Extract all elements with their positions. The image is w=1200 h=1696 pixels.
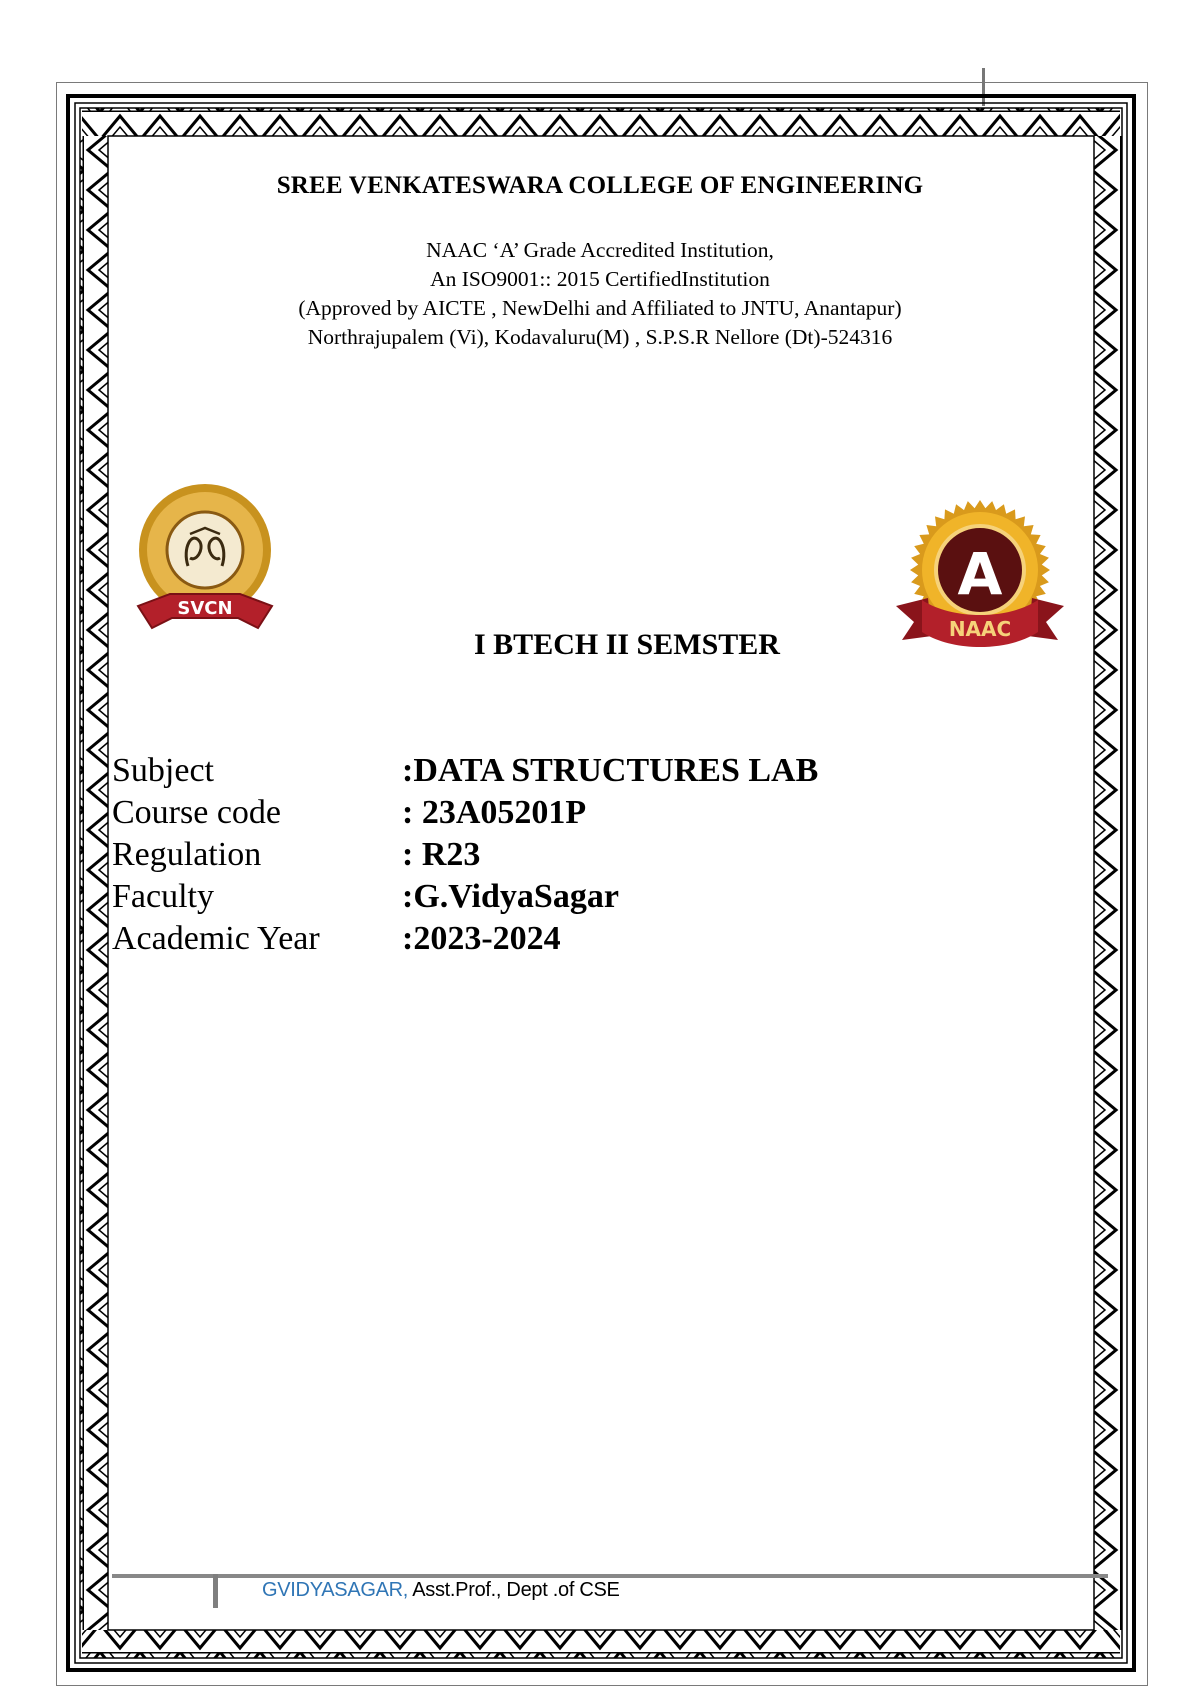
- footer-bar: [213, 1574, 218, 1608]
- regulation-value: : R23: [402, 836, 481, 873]
- faculty-label: Faculty: [112, 878, 214, 915]
- subject-label: Subject: [112, 752, 214, 789]
- faculty-value: :G.VidyaSagar: [402, 878, 619, 915]
- academic-year-row: [112, 918, 818, 960]
- college-name: SREE VENKATESWARA COLLEGE OF ENGINEERING: [276, 172, 924, 199]
- footer-author: GVIDYASAGAR,: [262, 1579, 409, 1601]
- footer-text: [262, 1579, 620, 1602]
- accreditation-line: NAAC ‘A’ Grade Accredited Institution,: [426, 238, 774, 262]
- college-emblem-icon: [130, 478, 280, 648]
- subject-row: [112, 750, 818, 792]
- course-code-label: Course code: [112, 794, 282, 831]
- footer-divider: [112, 1574, 1108, 1578]
- footer-designation: Asst.Prof., Dept .of CSE: [408, 1579, 620, 1601]
- approval-line: (Approved by AICTE , NewDelhi and Affiliated to JNTU, Anantapur): [298, 296, 902, 320]
- address-line: Northrajupalem (Vi), Kodavaluru(M) , S.P.S.R Nellore (Dt)-524316: [307, 325, 893, 349]
- regulation-row: [112, 834, 818, 876]
- semester-title: I BTECH II SEMSTER: [474, 628, 780, 661]
- certification-line: An ISO9001:: 2015 CertifiedInstitution: [430, 267, 770, 291]
- course-code-value: : 23A05201P: [402, 794, 587, 831]
- naac-label-text: NAAC: [948, 617, 1012, 641]
- course-details: [112, 750, 818, 960]
- naac-seal-icon: [892, 490, 1068, 670]
- faculty-row: [112, 876, 818, 918]
- academic-year-value: :2023-2024: [402, 920, 561, 957]
- academic-year-label: Academic Year: [112, 920, 320, 957]
- emblem-text: SVCN: [177, 598, 233, 619]
- subject-value: :DATA STRUCTURES LAB: [402, 752, 819, 789]
- regulation-label: Regulation: [112, 836, 262, 873]
- naac-grade-text: A: [957, 540, 1003, 608]
- course-code-row: [112, 792, 818, 834]
- institution-info: [0, 236, 1200, 352]
